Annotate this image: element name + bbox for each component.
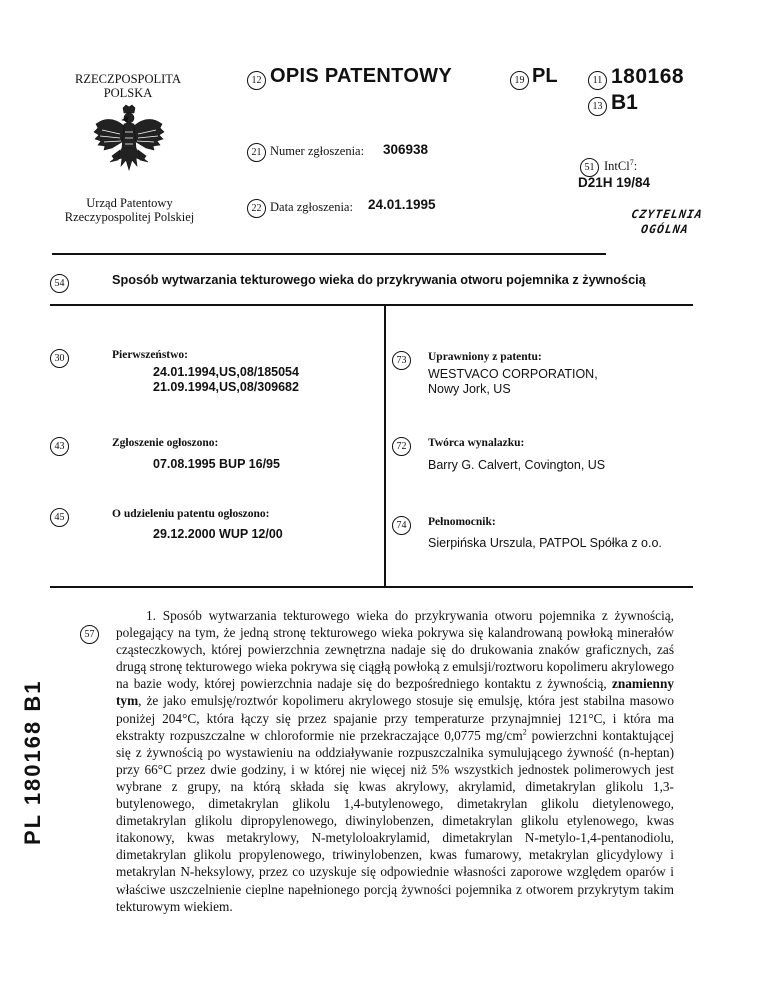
- stamp-line1: CZYTELNIA: [630, 207, 704, 221]
- patent-title: Sposób wytwarzania tekturowego wieka do przykrywania otworu pojemnika z żywnością: [112, 273, 646, 287]
- inid-code-43: 43: [50, 437, 69, 456]
- inventor-value: Barry G. Calvert, Covington, US: [428, 458, 606, 472]
- inid-code-13: 13: [588, 97, 607, 116]
- filing-date-label: Data zgłoszenia:: [270, 200, 353, 214]
- inid-code-45: 45: [50, 508, 69, 527]
- application-published-label: Zgłoszenie ogłoszono:: [112, 437, 219, 449]
- stamp-line2: OGÓLNA: [640, 222, 690, 236]
- attorney-label: Pełnomocnik:: [428, 516, 496, 528]
- country-name: [58, 72, 198, 100]
- filing-date: 24.01.1995: [368, 197, 436, 212]
- intcl-label-text: IntCl: [604, 159, 630, 174]
- inid-code-11: 11: [588, 71, 607, 90]
- library-stamp: [618, 207, 714, 237]
- eagle-emblem-icon: [92, 104, 166, 184]
- document-type: OPIS PATENTOWY: [270, 65, 452, 87]
- inid-code-30: 30: [50, 349, 69, 368]
- inid-code-22: 22: [247, 199, 266, 218]
- intcl-superscript: 7: [629, 158, 634, 167]
- intcl-colon: :: [633, 159, 638, 174]
- office-line2: Rzeczypospolitej Polskiej: [64, 210, 195, 224]
- priority-value-1: 24.01.1994,US,08/185054: [153, 365, 299, 379]
- priority-value-2: 21.09.1994,US,08/309682: [153, 380, 299, 394]
- country-line2: POLSKA: [103, 86, 153, 100]
- inid-code-72: 72: [392, 437, 411, 456]
- country-code: PL: [532, 65, 558, 87]
- patent-owner-value-2: Nowy Jork, US: [428, 382, 511, 396]
- country-line1: RZECZPOSPOLITA: [75, 72, 181, 86]
- intcl-label: [604, 158, 637, 174]
- inid-code-57: 57: [80, 625, 99, 644]
- grant-published-label: O udzieleniu patentu ogłoszono:: [112, 508, 270, 520]
- application-number: 306938: [383, 142, 429, 157]
- inid-code-12: 12: [247, 71, 266, 90]
- inid-code-74: 74: [392, 516, 411, 535]
- priority-label: Pierwszeństwo:: [112, 349, 189, 361]
- inid-code-73: 73: [392, 351, 411, 370]
- intcl-value: D21H 19/84: [578, 175, 651, 190]
- claim-part-2: , że jako emulsję/roztwór kopolimeru akrylowego stosuje się emulsję, która jest stabilna masowo poniżej 204°C, która łączy się przez spajanie przy temperaturze przynajmniej 121°C, i która ma ekstrakty rozpuszczalne w chloroformie nie przekraczające 0,0775 mg/cm: [116, 693, 674, 743]
- title-rule: [50, 304, 693, 306]
- grant-published-value: 29.12.2000 WUP 12/00: [153, 527, 283, 541]
- application-published-value: 07.08.1995 BUP 16/95: [153, 457, 280, 471]
- side-patent-label: PL 180168 B1: [20, 679, 45, 845]
- column-divider: [384, 305, 386, 586]
- inid-code-51: 51: [580, 158, 599, 177]
- application-number-label: Numer zgłoszenia:: [270, 144, 365, 158]
- inid-code-19: 19: [510, 71, 529, 90]
- claim-superscript: 2: [522, 727, 527, 737]
- patent-owner-value-1: WESTVACO CORPORATION,: [428, 367, 598, 381]
- kind-code: B1: [611, 91, 638, 114]
- office-line1: Urząd Patentowy: [86, 196, 173, 210]
- inid-code-21: 21: [247, 143, 266, 162]
- claim-part-3: powierzchni kontaktującej się z żywnością po wystawieniu na oddziaływanie rozpuszczalnika symulującego żywność (n-heptan) przy 66°C przez dwie godziny, i w której nie więcej niż 5% wszystkich jednostek polimerowych jest wybrane z grupy, na którą składa się kwas akrylowy, akrylamid, dimetakrylan glikolu 1,3-butylenowego, dimetakrylan glikolu 1,4-butylenowego, dimetakrylan glikolu dietylenowego, dimetakrylan glikolu dipropylenowego, diwinylobenzen, dimetakrylan glikolu etylenowego, kwas itakonowy, kwas metakrylowy, N-metyloloakrylamid, dimetakrylan N-metylo-1,4-pentanodiolu, dimetakrylan glikolu propylenowego, triwinylobenzen, kwas fumarowy, metakrylan glicydylowy i metakrylan N-heksylowy, przez co uzyskuje się odpowiednie własności zaporowe względem oparów i właściwe uszczelnienie cieplne napełnionego porcją żywności pojemnika z otworem przykrytym takim tekturowym wiekiem.: [116, 727, 675, 914]
- inventor-label: Twórca wynalazku:: [428, 437, 525, 449]
- claim-part-1: 1. Sposób wytwarzania tekturowego wieka do przykrywania otworu pojemnika z żywnością, polegający na tym, że jedną stronę tekturowego wieka pokrywa się kalandrowaną powłoką minerałów cząsteczkowych, której powierzchnia zewnętrzna nadaje się do drukowania znaków graficznych, zaś drugą stronę tekturowego wieka pokrywa się ciągłą powłoką z emulsji/roztworu kopolimeru akrylowego na bazie wody, której powierzchnia nadaje się do bezpośredniego kontaktu z żywnością,: [116, 608, 674, 692]
- claim-text: [116, 607, 674, 915]
- header-rule: [52, 253, 606, 255]
- attorney-value: Sierpińska Urszula, PATPOL Spółka z o.o.: [428, 536, 662, 550]
- patent-owner-label: Uprawniony z patentu:: [428, 351, 542, 363]
- patent-office-name: [52, 196, 207, 224]
- patent-number: 180168: [611, 65, 685, 88]
- biblio-bottom-rule: [50, 586, 693, 588]
- inid-code-54: 54: [50, 274, 69, 293]
- claim-emphasis: znamienny tym: [116, 676, 674, 709]
